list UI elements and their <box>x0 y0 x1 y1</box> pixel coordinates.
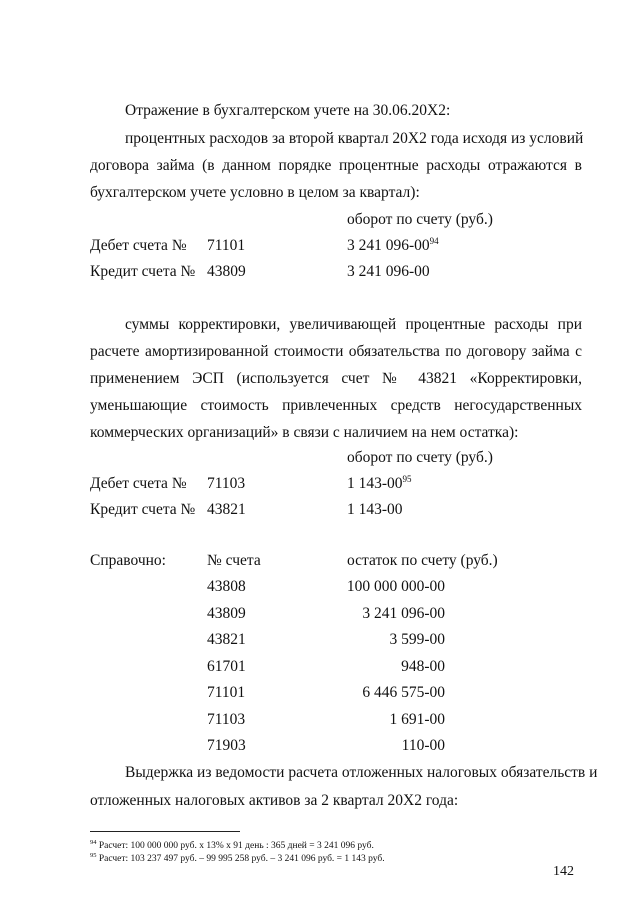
entry2-credit-account: 43821 <box>207 501 246 518</box>
footnote-94-text: Расчет: 100 000 000 руб. х 13% х 91 день : 365 дней = 3 241 096 руб. <box>98 841 374 852</box>
reference-col-account: № счета <box>207 552 261 569</box>
footnote-ref-94: 94 <box>429 235 439 246</box>
reference-row-balance: 3 599-00 <box>389 631 445 648</box>
para2-line-4: уменьшающие стоимость привлеченных средств негосударственных <box>90 397 582 414</box>
reference-row-balance: 1 691-00 <box>389 711 445 728</box>
entry2-debit-amount: 1 143-00 <box>347 475 403 492</box>
reference-label: Справочно: <box>90 552 166 569</box>
reference-row-account: 61701 <box>207 658 246 675</box>
entry2-header: оборот по счету (руб.) <box>347 449 493 466</box>
reference-row-balance: 100 000 000-00 <box>346 578 445 595</box>
footnote-95 <box>90 850 385 865</box>
entry2-debit-account: 71103 <box>207 475 246 492</box>
entry1-debit-amount-cell <box>347 236 439 256</box>
para2-line-2: расчете амортизированной стоимости обязательства по договору займа с <box>90 343 582 360</box>
section-heading: Отражение в бухгалтерском учете на 30.06.20Х2: <box>125 102 451 119</box>
para2-line-3: применением ЭСП (используется счет № 43821 «Корректировки, <box>90 370 582 387</box>
reference-col-balance: остаток по счету (руб.) <box>347 552 498 569</box>
para3-line-1: Выдержка из ведомости расчета отложенных налоговых обязательств и <box>125 764 598 781</box>
reference-row-account: 71101 <box>207 684 246 701</box>
reference-row-balance: 3 241 096-00 <box>362 605 445 622</box>
reference-row-account: 43808 <box>207 578 246 595</box>
reference-row-account: 43809 <box>207 605 246 622</box>
entry1-debit-label: Дебет счета № <box>90 237 187 254</box>
para3-line-2: отложенных налоговых активов за 2 квартал 20Х2 года: <box>90 792 459 809</box>
reference-row-balance: 948-00 <box>401 658 445 675</box>
entry1-header: оборот по счету (руб.) <box>347 211 493 228</box>
reference-row-account: 43821 <box>207 631 246 648</box>
entry2-credit-label: Кредит счета № <box>90 501 196 518</box>
entry1-credit-account: 43809 <box>207 263 246 280</box>
footnote-95-num: 95 <box>90 852 97 859</box>
entry1-credit-label: Кредит счета № <box>90 263 196 280</box>
reference-row-account: 71103 <box>207 711 246 728</box>
para1-line-2: договора займа (в данном порядке процентные расходы отражаются в <box>90 157 582 174</box>
entry2-debit-label: Дебет счета № <box>90 475 187 492</box>
page-number: 142 <box>553 864 574 879</box>
entry2-debit-amount-cell <box>347 474 412 494</box>
footnote-divider <box>90 831 240 832</box>
para2-line-1: суммы корректировки, увеличивающей процентные расходы при <box>125 316 582 333</box>
para1-line-1: процентных расходов за второй квартал 20Х2 года исходя из условий <box>125 130 584 147</box>
para2-line-5: коммерческих организаций» в связи с наличием на нем остатка): <box>90 424 519 441</box>
entry2-credit-amount: 1 143-00 <box>347 501 403 518</box>
footnote-ref-95: 95 <box>402 473 412 484</box>
para1-line-3: бухгалтерском учете условно в целом за квартал): <box>90 184 420 201</box>
entry1-credit-amount: 3 241 096-00 <box>347 263 430 280</box>
entry1-debit-amount: 3 241 096-00 <box>347 237 430 254</box>
footnote-94-num: 94 <box>90 839 97 846</box>
reference-row-balance: 110-00 <box>401 737 445 754</box>
footnote-95-text: Расчет: 103 237 497 руб. – 99 995 258 руб. – 3 241 096 руб. = 1 143 руб. <box>98 854 385 865</box>
entry1-debit-account: 71101 <box>207 237 246 254</box>
reference-row-account: 71903 <box>207 737 246 754</box>
reference-row-balance: 6 446 575-00 <box>362 684 445 701</box>
